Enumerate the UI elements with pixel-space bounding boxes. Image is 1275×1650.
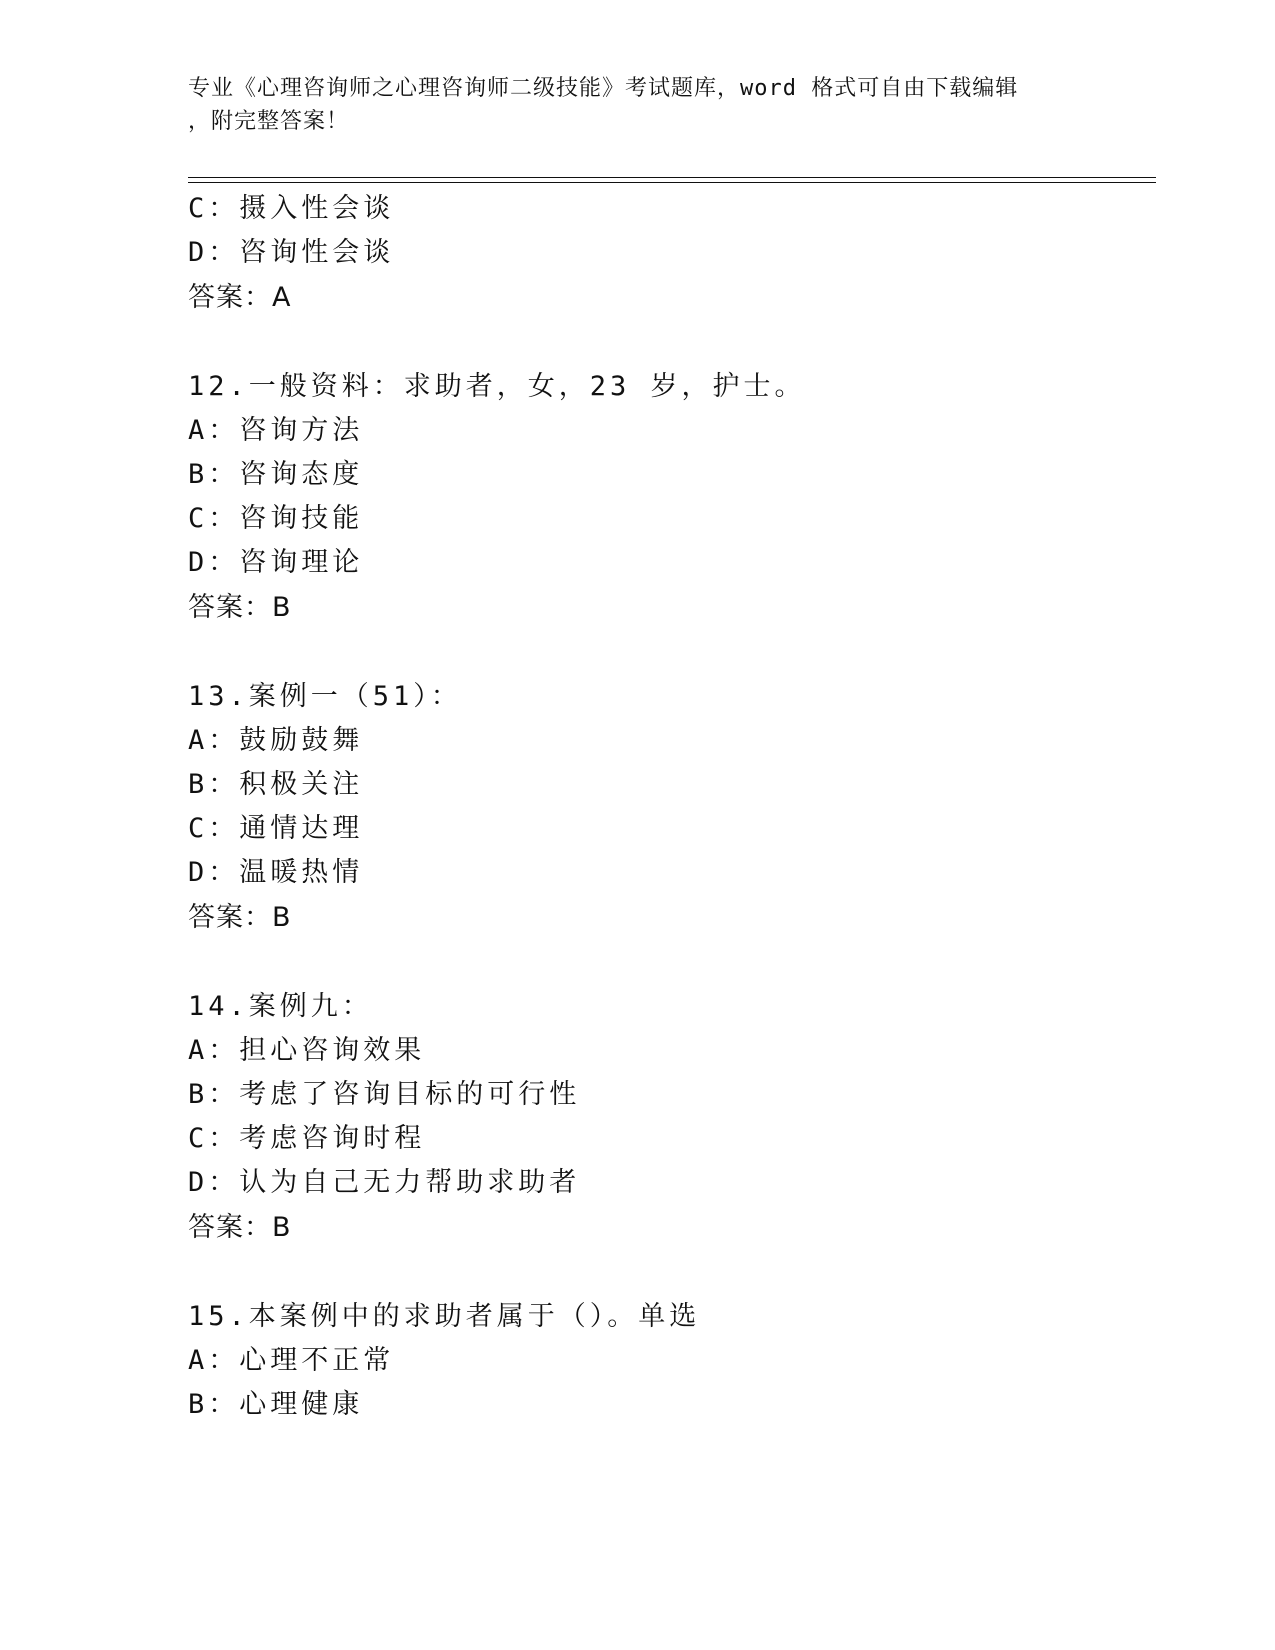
question-13-option-a: A：鼓励鼓舞 xyxy=(188,725,364,756)
header-divider-top xyxy=(188,177,1156,178)
question-13-stem: 13.案例一（51）： xyxy=(188,681,462,712)
question-14-option-a: A：担心咨询效果 xyxy=(188,1035,426,1066)
question-12-option-a: A：咨询方法 xyxy=(188,415,364,446)
question-12-answer: 答案：B xyxy=(188,592,292,623)
question-15-option-a: A：心理不正常 xyxy=(188,1345,395,1376)
option-d: D：咨询性会谈 xyxy=(188,237,395,268)
question-13-option-d: D：温暖热情 xyxy=(188,857,364,888)
question-12-option-b: B：咨询态度 xyxy=(188,459,364,490)
question-13-option-c: C：通情达理 xyxy=(188,813,364,844)
question-12-option-d: D：咨询理论 xyxy=(188,547,364,578)
question-12-option-c: C：咨询技能 xyxy=(188,503,364,534)
question-14-option-b: B：考虑了咨询目标的可行性 xyxy=(188,1079,581,1110)
answer-line: 答案：A xyxy=(188,282,292,313)
header-line-1: 专业《心理咨询师之心理咨询师二级技能》考试题库，word 格式可自由下载编辑 xyxy=(188,76,1019,101)
question-12-stem: 12.一般资料：求助者，女，23 岁，护士。 xyxy=(188,371,806,402)
question-13-option-b: B：积极关注 xyxy=(188,769,364,800)
question-14-option-c: C：考虑咨询时程 xyxy=(188,1123,426,1154)
question-13-answer: 答案：B xyxy=(188,902,292,933)
question-14-stem: 14.案例九： xyxy=(188,991,373,1022)
question-15-option-b: B：心理健康 xyxy=(188,1389,364,1420)
question-15-stem: 15.本案例中的求助者属于（）。单选 xyxy=(188,1301,701,1332)
document-header xyxy=(188,72,1068,138)
question-14-answer: 答案：B xyxy=(188,1212,292,1243)
header-divider-bottom xyxy=(188,182,1156,183)
header-line-2: ，附完整答案！ xyxy=(188,109,350,134)
option-c: C：摄入性会谈 xyxy=(188,193,395,224)
question-14-option-d: D：认为自己无力帮助求助者 xyxy=(188,1167,581,1198)
